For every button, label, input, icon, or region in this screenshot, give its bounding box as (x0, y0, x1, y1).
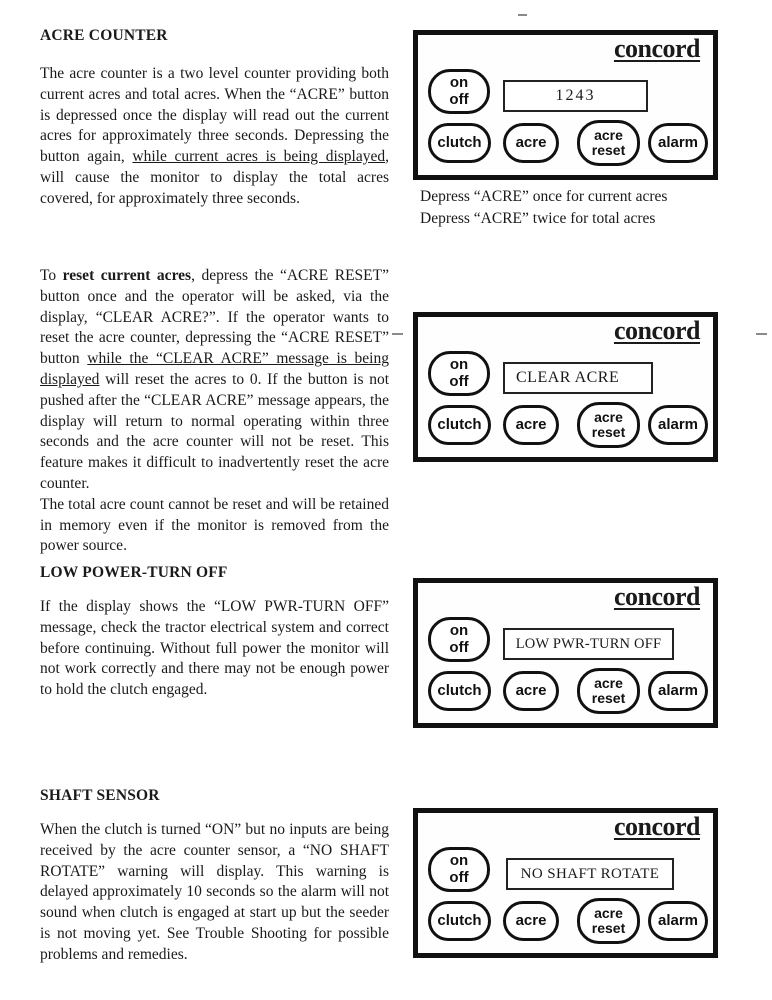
clutch-button: clutch (428, 405, 491, 445)
panel-illustration-shaft-sensor (413, 808, 718, 958)
panel-faceplate (418, 317, 713, 457)
off-label: off (449, 90, 469, 108)
acre-reset-line2: reset (591, 142, 626, 158)
paragraph-reset-acres-main: To reset current acres, depress the “ACRE RESET” button once and the operator will be asked, via the display, “CLEAR ACRE?”. If the operator wants to reset the acre counter, depressing the “ACRE RESET” button while the “CLEAR ACRE” message is being displayed will reset the acres to 0. If the button is not pushed after the “CLEAR ACRE” message appears, the display will return to normal operating within three seconds and the acre counter will not be reset. This feature makes it difficult to inadvertently reset the acre counter. (40, 267, 389, 492)
paragraph-acre-counter: The acre counter is a two level counter providing both current acres and total acres. When the “ACRE” button is depressed once the display will read out the current acres for approximately three seconds. Depressing the button again, while current acres is being displayed, will cause the monitor to display the total acres covered, for approximately three seconds. (40, 65, 389, 207)
section-heading-low-power: LOW POWER-TURN OFF (40, 564, 228, 581)
acre-reset-line1: acre (594, 126, 623, 143)
on-off-button (428, 351, 490, 396)
off-label: off (449, 868, 469, 886)
on-label: on (449, 356, 469, 374)
scan-artifact (392, 333, 403, 335)
lcd-display: NO SHAFT ROTATE (506, 858, 674, 890)
scan-artifact (756, 333, 767, 335)
section-heading-shaft-sensor: SHAFT SENSOR (40, 787, 160, 804)
section-heading-acre-counter: ACRE COUNTER (40, 27, 168, 44)
caption-line-2: Depress “ACRE” twice for total acres (420, 210, 656, 227)
panel-illustration-current-acres (413, 30, 718, 180)
acre-reset-line2: reset (591, 424, 626, 440)
alarm-button: alarm (648, 405, 708, 445)
paragraph-low-power: If the display shows the “LOW PWR-TURN OFF” message, check the tractor electrical system and correct before continuing. Without full power the monitor will not work correctly and there may not be enough power to hold the clutch engaged. (40, 598, 389, 699)
concord-logo: concord (613, 582, 700, 611)
acre-reset-line2: reset (591, 690, 626, 706)
acre-button: acre (503, 901, 559, 941)
lcd-display: 1243 (503, 80, 648, 112)
acre-reset-button (577, 668, 640, 714)
alarm-button: alarm (648, 123, 708, 163)
panel-caption (420, 186, 667, 230)
acre-reset-line1: acre (594, 674, 623, 691)
acre-reset-line1: acre (594, 904, 623, 921)
off-label: off (449, 638, 469, 656)
panel-illustration-low-power (413, 578, 718, 728)
paragraph-shaft-sensor: When the clutch is turned “ON” but no inputs are being received by the acre counter sensor, a “NO SHAFT ROTATE” warning will display. This warning is delayed approximately 10 seconds so the alarm will not sound when clutch is engaged at start up but the seeder is not moving yet. See Trouble Shooting for possible problems and remedies. (40, 821, 389, 963)
on-label: on (449, 622, 469, 640)
off-label: off (449, 372, 469, 390)
alarm-button: alarm (648, 671, 708, 711)
concord-logo: concord (613, 316, 700, 345)
panel-faceplate (418, 583, 713, 723)
panel-faceplate (418, 813, 713, 953)
lcd-display: CLEAR ACRE (503, 362, 653, 394)
panel-illustration-clear-acre (413, 312, 718, 462)
clutch-button: clutch (428, 123, 491, 163)
clutch-button: clutch (428, 671, 491, 711)
on-off-button (428, 847, 490, 892)
acre-button: acre (503, 405, 559, 445)
concord-logo: concord (613, 812, 700, 841)
acre-reset-line1: acre (594, 408, 623, 425)
paragraph-reset-acres-memory: The total acre count cannot be reset and will be retained in memory even if the monitor is removed from the power source. (40, 495, 389, 555)
on-label: on (449, 74, 469, 92)
on-label: on (449, 852, 469, 870)
acre-button: acre (503, 671, 559, 711)
concord-logo: concord (613, 34, 700, 63)
on-off-button (428, 69, 490, 114)
acre-reset-button (577, 120, 640, 166)
paragraph-reset-acres (40, 266, 389, 557)
caption-line-1: Depress “ACRE” once for current acres (420, 188, 668, 205)
acre-button: acre (503, 123, 559, 163)
acre-reset-line2: reset (591, 920, 626, 936)
acre-reset-button (577, 898, 640, 944)
alarm-button: alarm (648, 901, 708, 941)
clutch-button: clutch (428, 901, 491, 941)
on-off-button (428, 617, 490, 662)
panel-faceplate (418, 35, 713, 175)
acre-reset-button (577, 402, 640, 448)
scan-artifact (518, 14, 527, 16)
lcd-display: LOW PWR-TURN OFF (503, 628, 674, 660)
